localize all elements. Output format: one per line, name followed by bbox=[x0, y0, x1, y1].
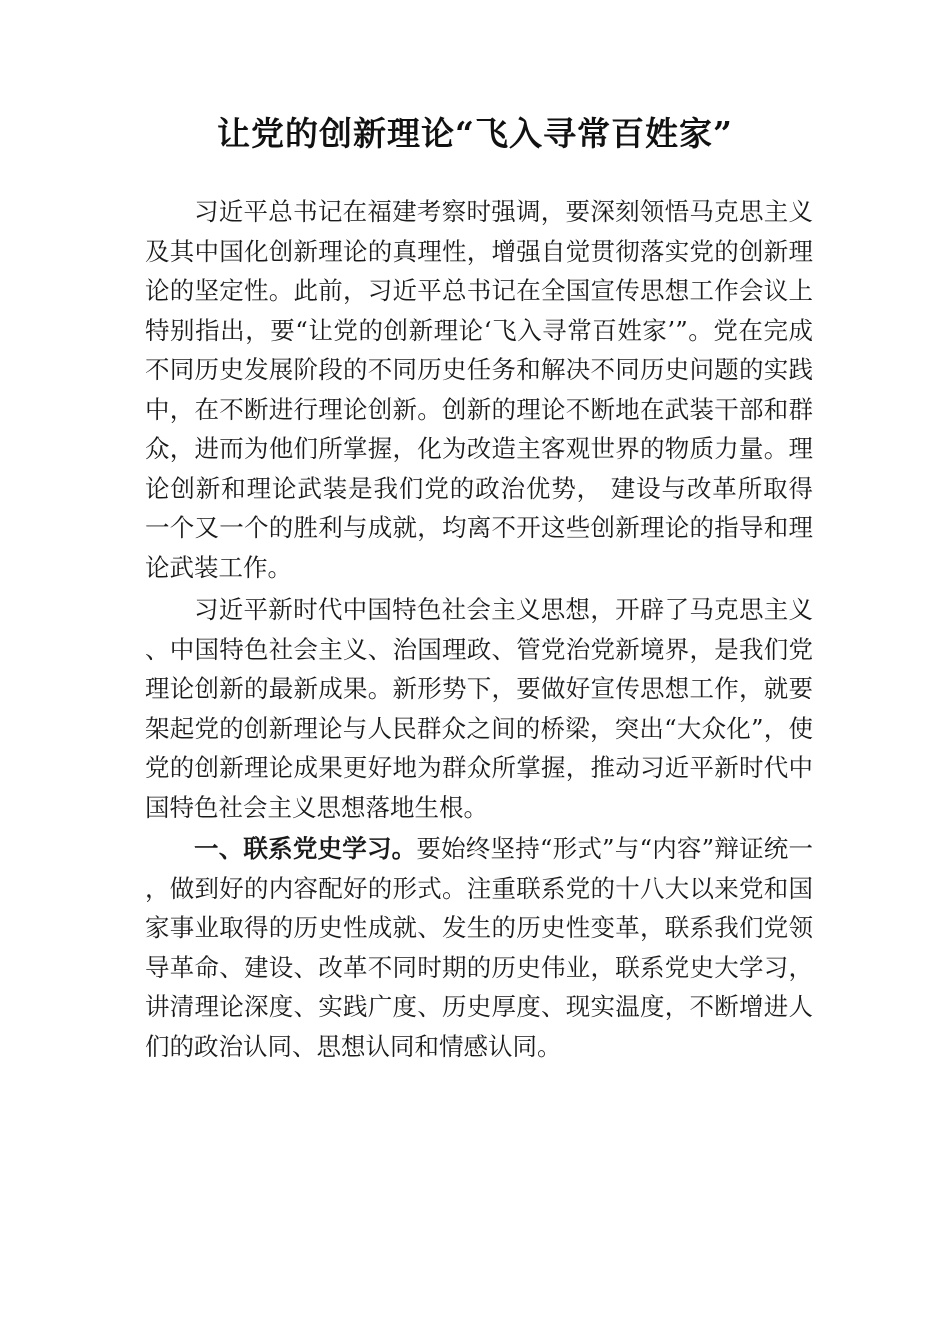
paragraph-intro: 习近平总书记在福建考察时强调，要深刻领悟马克思主义及其中国化创新理论的真理性，增强自觉贯彻落实党的创新理论的坚定性。此前，习近平总书记在全国宣传思想工作会议上特别指出，要“让党的创新理论‘飞入寻常百姓家’”。党在完成不同历史发展阶段的不同历史任务和解决不同历史问题的实践中，在不断进行理论创新。创新的理论不断地在武装干部和群众，进而为他们所掌握，化为改造主客观世界的物质力量。理论创新和理论武装是我们党的政治优势， 建设与改革所取得一个又一个的胜利与成就，均离不开这些创新理论的指导和理论武装工作。 bbox=[145, 197, 813, 582]
section-text: 要始终坚持“形式”与“内容”辩证统一，做到好的内容配好的形式。注重联系党的十八大以来党和国家事业取得的历史性成就、发生的历史性变革，联系我们党领导革命、建设、改革不同时期的历史伟业，联系党史大学习，讲清理论深度、实践广度、历史厚度、现实温度，不断增进人们的政治认同、思想认同和情感认同。 bbox=[145, 834, 813, 1061]
paragraph-section-one bbox=[145, 829, 813, 1066]
document-title: 让党的创新理论“飞入寻常百姓家” bbox=[217, 114, 733, 153]
document-body bbox=[145, 192, 813, 1066]
section-heading: 一、联系党史学习。 bbox=[194, 834, 417, 863]
paragraph-thought: 习近平新时代中国特色社会主义思想，开辟了马克思主义、中国特色社会主义、治国理政、管党治党新境界，是我们党理论创新的最新成果。新形势下，要做好宣传思想工作，就要架起党的创新理论与人民群众之间的桥梁，突出“大众化”，使党的创新理论成果更好地为群众所掌握，推动习近平新时代中国特色社会主义思想落地生根。 bbox=[145, 595, 813, 822]
